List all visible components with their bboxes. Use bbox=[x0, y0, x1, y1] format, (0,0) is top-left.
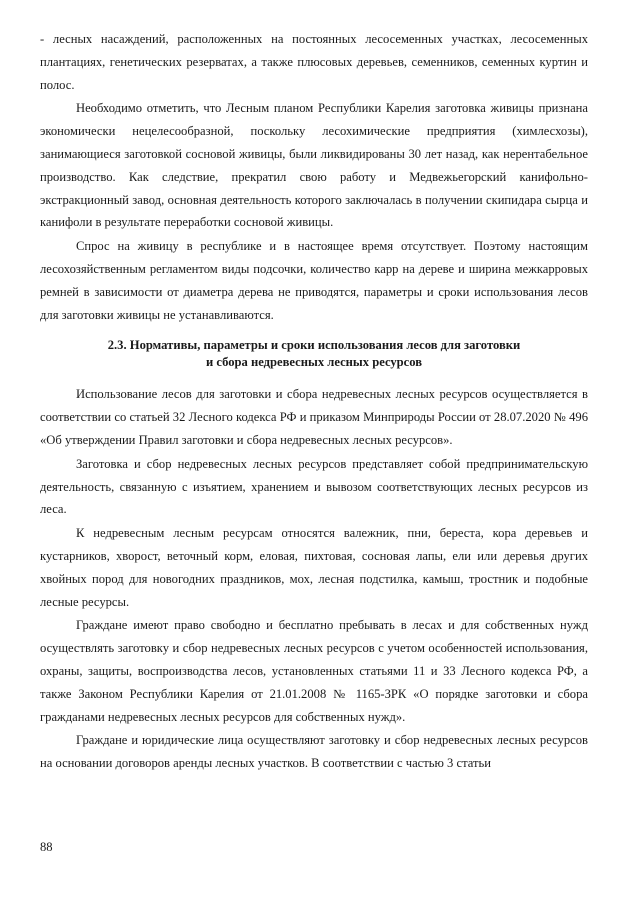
paragraph-citizens-rights: Граждане имеют право свободно и бесплатно пребывать в лесах и для собственных нужд осуществлять заготовку и сбор недревесных лесных ресурсов с учетом особенностей использования, охраны, защиты, воспроизводства лесов, установленных статьями 11 и 33 Лесного кодекса РФ, а также Законом Республики Карелия от 21.01.2008 № 1165-ЗРК «О порядке заготовки и сбора гражданами недревесных лесных ресурсов для собственных нужд». bbox=[40, 618, 588, 724]
paragraph-forest-plantations: - лесных насаждений, расположенных на постоянных лесосеменных участках, лесосеменных плантациях, генетических резерватах, а также плюсовых деревьев, семенников, семенных куртин и полос. bbox=[40, 32, 588, 92]
paragraph-business-activity: Заготовка и сбор недревесных лесных ресурсов представляет собой предпринимательскую деятельность, связанную с изъятием, хранением и вывозом соответствующих лесных ресурсов из леса. bbox=[40, 456, 588, 517]
section-heading bbox=[40, 337, 588, 371]
section-heading-line-1: 2.3. Нормативы, параметры и сроки использования лесов для заготовки bbox=[107, 338, 521, 353]
page-number: 88 bbox=[40, 840, 53, 854]
paragraph-legal-basis: Использование лесов для заготовки и сбора недревесных лесных ресурсов осуществляется в соответствии со статьей 32 Лесного кодекса РФ и приказом Минприроды России от 28.07.2020 № 496 «Об утверждении Правил заготовки и сбора недревесных лесных ресурсов». bbox=[40, 387, 588, 447]
section-heading-line-2: и сбора недревесных лесных ресурсов bbox=[205, 355, 423, 370]
paragraph-resource-list: К недревесным лесным ресурсам относятся валежник, пни, береста, кора деревьев и кустарников, хворост, веточный корм, еловая, пихтовая, сосновая лапы, ели или деревья других хвойных пород для новогодних праздников, мох, лесная подстилка, камыш, тростник и подобные лесные ресурсы. bbox=[40, 526, 588, 609]
page-body bbox=[40, 28, 588, 776]
paragraph-resin-demand: Спрос на живицу в республике и в настоящее время отсутствует. Поэтому настоящим лесохозяйственным регламентом виды подсочки, количество карр на дереве и ширина межкарровых ремней в зависимости от диаметра дерева не приводятся, параметры и сроки использования лесов для заготовки живицы не устанавливаются. bbox=[40, 239, 588, 322]
paragraph-lease-agreements: Граждане и юридические лица осуществляют заготовку и сбор недревесных лесных ресурсов на основании договоров аренды лесных участков. В соответствии с частью 3 статьи bbox=[40, 733, 588, 771]
paragraph-resin-inexpedient: Необходимо отметить, что Лесным планом Республики Карелия заготовка живицы признана экономически нецелесообразной, поскольку лесохимические предприятия (химлесхозы), занимающиеся заготовкой сосновой живицы, были ликвидированы 30 лет назад, как нерентабельное производство. Как следствие, прекратил свою работу и Медвежьегорский канифольно-экстракционный завод, основная деятельность которого заключалась в получении скипидара сырца и канифоли в результате переработки сосновой живицы. bbox=[40, 101, 588, 230]
